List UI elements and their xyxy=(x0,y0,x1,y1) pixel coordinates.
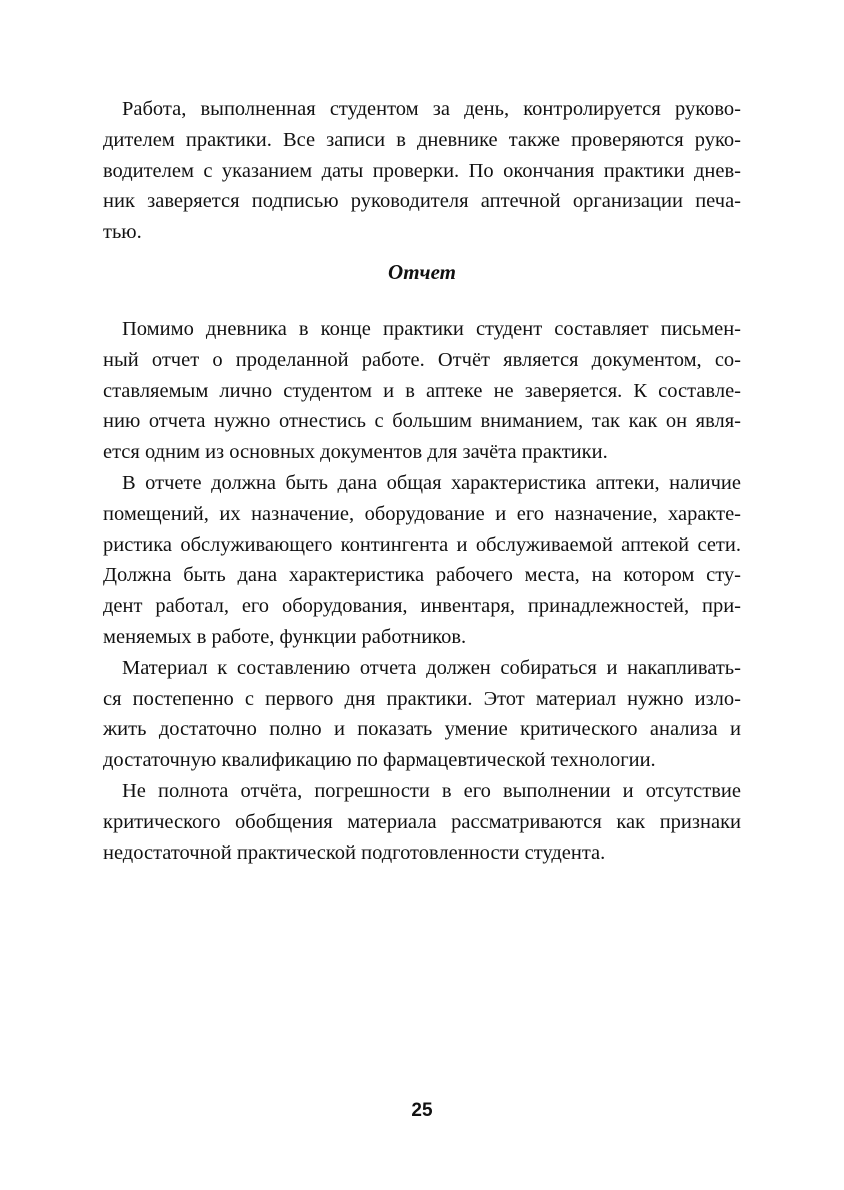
text-line: ется одним из основных документов для зачёта практики. xyxy=(103,441,608,464)
text-line: ный отчет о проделанной работе. Отчёт является документом, со- xyxy=(103,348,741,371)
section-heading: Отчет xyxy=(388,260,456,284)
text-line: недостаточной практической подготовленности студента. xyxy=(103,841,606,864)
text-line: дент работал, его оборудования, инвентаря, принадлежностей, при- xyxy=(103,595,741,618)
text-line: Должна быть дана характеристика рабочего места, на котором сту- xyxy=(103,564,741,587)
page-number: 25 xyxy=(411,1100,433,1121)
text-line: помещений, их назначение, оборудование и его назначение, характе- xyxy=(103,502,741,525)
report-section-body xyxy=(103,314,741,868)
paragraph xyxy=(103,653,741,776)
text-line: Помимо дневника в конце практики студент составляет письмен- xyxy=(122,318,741,340)
text-line: дителем практики. Все записи в дневнике также проверяются руко- xyxy=(103,128,741,151)
text-line: В отчете должна быть дана общая характеристика аптеки, наличие xyxy=(122,471,741,494)
text-line: критического обобщения материала рассматриваются как признаки xyxy=(103,810,741,833)
paragraph xyxy=(103,314,741,468)
text-line: ристика обслуживающего контингента и обслуживаемой аптекой сети. xyxy=(103,533,741,556)
text-line: Материал к составлению отчета должен собираться и накапливать- xyxy=(122,656,741,679)
text-line: ник заверяется подписью руководителя аптечной организации печа- xyxy=(103,190,741,213)
text-line: водителем с указанием даты проверки. По окончания практики днев- xyxy=(103,159,741,182)
paragraph xyxy=(103,468,741,653)
text-line: ставляемым лично студентом и в аптеке не заверяется. К составле- xyxy=(103,379,741,402)
text-line: жить достаточно полно и показать умение критического анализа и xyxy=(103,718,741,741)
text-line: Работа, выполненная студентом за день, контролируется руково- xyxy=(122,98,741,120)
intro-paragraph xyxy=(103,94,741,248)
text-line: достаточную квалификацию по фармацевтической технологии. xyxy=(103,749,656,772)
text-line: меняемых в работе, функции работников. xyxy=(103,625,467,648)
text-line: нию отчета нужно отнестись с большим вниманием, так как он явля- xyxy=(103,410,741,433)
text-line: ся постепенно с первого дня практики. Этот материал нужно изло- xyxy=(103,687,741,710)
text-line: Не полнота отчёта, погрешности в его выполнении и отсутствие xyxy=(122,779,741,802)
paragraph xyxy=(103,776,741,868)
text-line: тью. xyxy=(103,221,142,244)
